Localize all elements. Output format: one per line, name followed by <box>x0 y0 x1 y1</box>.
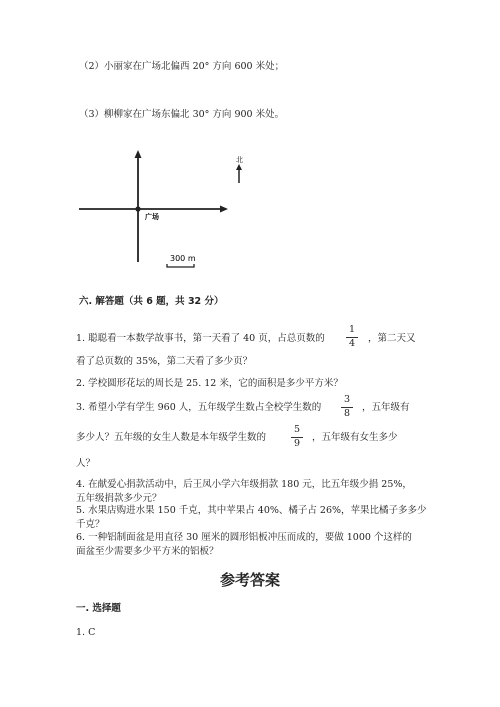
problem-6-line-1: 6. 一种铝制面盆是用直径 30 厘米的圆形铝板冲压而成的，要做 1000 个这样的 <box>76 532 412 543</box>
problem-5-line-2: 千克？ <box>76 519 105 530</box>
fraction-denominator: 9 <box>293 437 301 449</box>
problem-4-line-1: 4. 在献爱心捐款活动中，后王凤小学六年级捐款 180 元，比五年级少捐 25%， <box>76 479 412 490</box>
problem-3-line-2-end: ，五年级有女生多少 <box>312 432 398 443</box>
problem-3-line-3: 人？ <box>76 458 96 469</box>
question-3-text: （3）柳柳家在广场东偏北 30° 方向 900 米处。 <box>79 109 285 120</box>
problem-6-line-2: 面盆至少需要多少平方米的铝板？ <box>76 546 219 557</box>
north-arrow-icon <box>236 164 242 170</box>
problem-5-line-1: 5. 水果店购进水果 150 千克，其中苹果占 40%、橘子占 26%，苹果比橘子多多少 <box>76 505 427 516</box>
problem-3-line-1: 3. 希望小学有学生 960 人，五年级学生数占全校学生数的 <box>76 402 322 413</box>
fraction-3-8 <box>340 395 354 420</box>
problem-1-line-1-end: ，第二天又 <box>368 333 416 344</box>
plaza-center-point <box>135 206 140 211</box>
question-2-text: （2）小丽家在广场北偏西 20° 方向 600 米处； <box>79 61 285 72</box>
plaza-label: 广场 <box>145 213 159 221</box>
fraction-numerator: 5 <box>293 424 301 435</box>
answer-1: 1. C <box>76 627 96 638</box>
answers-title: 参考答案 <box>219 571 280 589</box>
section-6-heading: 六. 解答题（共 6 题，共 32 分） <box>79 296 224 307</box>
east-arrow-icon <box>220 206 228 213</box>
problem-3-line-1-end: ，五年级有 <box>362 402 410 413</box>
map-diagram <box>70 150 250 275</box>
fraction-5-9 <box>290 425 304 450</box>
problem-1-line-1: 1. 聪聪看一本数学故事书，第一天看了 40 页，占总页数的 <box>76 333 325 344</box>
fraction-numerator: 3 <box>343 394 351 405</box>
problem-2: 2. 学校圆形花坛的周长是 25. 12 米，它的面积是多少平方米？ <box>76 378 343 389</box>
north-label: 北 <box>236 156 243 164</box>
fraction-1-4 <box>345 325 359 350</box>
fraction-denominator: 4 <box>348 337 356 349</box>
fraction-numerator: 1 <box>348 324 356 335</box>
problem-3-line-2: 多少人？五年级的女生人数是本年级学生数的 <box>76 432 267 443</box>
problem-1-line-2: 看了总页数的 35%，第二天看了多少页？ <box>76 356 253 367</box>
problem-4-line-2: 五年级捐款多少元？ <box>76 493 162 504</box>
north-axis-arrow-icon <box>135 150 142 158</box>
answers-section-1-heading: 一. 选择题 <box>76 603 121 614</box>
scale-bar <box>167 264 194 267</box>
fraction-denominator: 8 <box>343 407 351 419</box>
scale-label: 300 m <box>170 254 196 263</box>
